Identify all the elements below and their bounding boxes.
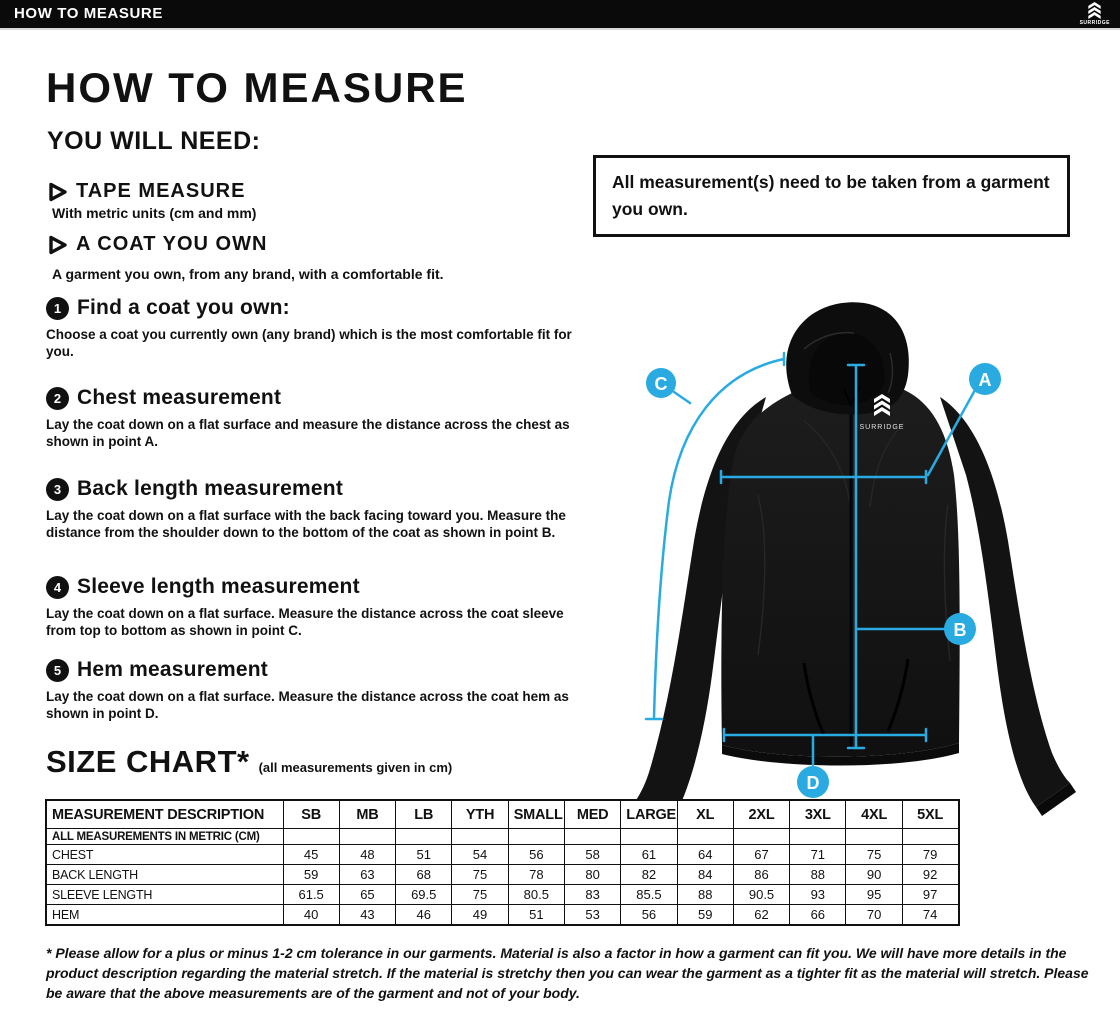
- you-will-need-heading: YOU WILL NEED:: [47, 127, 261, 155]
- measurement-value-cell: 70: [846, 905, 902, 926]
- step-description: Lay the coat down on a flat surface. Measure the distance across the coat hem as shown in point D.: [46, 689, 569, 721]
- svg-text:C: C: [654, 374, 668, 394]
- size-column-header: LARGE: [621, 800, 677, 829]
- size-chart-table: [45, 799, 960, 926]
- size-table-header-row: [46, 800, 959, 829]
- measurement-value-cell: 69.5: [396, 885, 452, 905]
- size-table-row: [46, 905, 959, 926]
- triangle-bullet-icon: [48, 182, 68, 202]
- measurement-value-cell: 49: [452, 905, 508, 926]
- size-column-header: 4XL: [846, 800, 902, 829]
- need-desc: A garment you own, from any brand, with a comfortable fit.: [52, 266, 444, 282]
- step-number-badge: 2: [46, 387, 69, 410]
- measurement-value-cell: 79: [902, 845, 958, 865]
- measurement-value-cell: 63: [339, 865, 395, 885]
- metric-note-cell: ALL MEASUREMENTS IN METRIC (CM): [46, 829, 283, 845]
- triangle-bullet-icon: [48, 235, 68, 255]
- measurement-value-cell: 97: [902, 885, 958, 905]
- svg-text:A: A: [978, 370, 992, 390]
- size-column-header: 5XL: [902, 800, 958, 829]
- step-title: Chest measurement: [77, 386, 282, 409]
- measurement-value-cell: 86: [733, 865, 789, 885]
- empty-cell: [621, 829, 677, 845]
- step-title: Sleeve length measurement: [77, 575, 360, 598]
- measurement-value-cell: 43: [339, 905, 395, 926]
- surridge-logo-icon: [1088, 2, 1101, 19]
- measurement-value-cell: 90: [846, 865, 902, 885]
- measurement-value-cell: 71: [790, 845, 846, 865]
- measurement-value-cell: 59: [283, 865, 339, 885]
- need-label: A COAT YOU OWN: [76, 233, 268, 255]
- surridge-logo-text: SURRIDGE: [1079, 20, 1110, 26]
- metric-note-row: [46, 829, 959, 845]
- step-title: Find a coat you own:: [77, 296, 290, 319]
- measurement-value-cell: 51: [508, 905, 564, 926]
- size-table-row: [46, 845, 959, 865]
- jacket-measurement-diagram: [608, 293, 1108, 828]
- step-title: Hem measurement: [77, 658, 268, 681]
- measurement-value-cell: 78: [508, 865, 564, 885]
- need-coat-you-own: [48, 233, 267, 256]
- svg-text:D: D: [806, 773, 820, 793]
- measurement-label-cell: CHEST: [46, 845, 283, 865]
- measurement-value-cell: 40: [283, 905, 339, 926]
- measurement-value-cell: 51: [396, 845, 452, 865]
- size-column-header: YTH: [452, 800, 508, 829]
- measurement-value-cell: 93: [790, 885, 846, 905]
- measurement-value-cell: 46: [396, 905, 452, 926]
- measurement-value-cell: 75: [452, 865, 508, 885]
- c-leader-line: [674, 392, 690, 403]
- measurement-value-cell: 54: [452, 845, 508, 865]
- measurement-value-cell: 82: [621, 865, 677, 885]
- step-4: [46, 575, 581, 639]
- step-1: [46, 296, 581, 360]
- measurement-label-cell: BACK LENGTH: [46, 865, 283, 885]
- size-table-row: [46, 885, 959, 905]
- empty-cell: [733, 829, 789, 845]
- empty-cell: [677, 829, 733, 845]
- size-column-header: 3XL: [790, 800, 846, 829]
- measurement-value-cell: 56: [508, 845, 564, 865]
- size-column-header: 2XL: [733, 800, 789, 829]
- empty-cell: [396, 829, 452, 845]
- measurement-value-cell: 95: [846, 885, 902, 905]
- step-description: Lay the coat down on a flat surface and measure the distance across the chest as shown in point A.: [46, 417, 570, 449]
- empty-cell: [339, 829, 395, 845]
- step-description: Choose a coat you currently own (any brand) which is the most comfortable fit for you.: [46, 327, 572, 359]
- step-2: [46, 386, 581, 450]
- jacket-brand-text: SURRIDGE: [859, 424, 905, 431]
- measurement-value-cell: 83: [564, 885, 620, 905]
- size-column-header: MED: [564, 800, 620, 829]
- need-label: TAPE MEASURE: [76, 180, 246, 202]
- need-desc: With metric units (cm and mm): [52, 205, 257, 221]
- measurement-value-cell: 59: [677, 905, 733, 926]
- measurement-value-cell: 48: [339, 845, 395, 865]
- jacket-body: [721, 379, 959, 757]
- measurement-callout-box: All measurement(s) need to be taken from a garment you own.: [593, 155, 1070, 237]
- top-bar: [0, 0, 1120, 30]
- empty-cell: [846, 829, 902, 845]
- size-chart-subtitle: (all measurements given in cm): [258, 760, 453, 775]
- step-5: [46, 658, 581, 722]
- svg-text:B: B: [953, 620, 967, 640]
- measurement-value-cell: 75: [846, 845, 902, 865]
- empty-cell: [564, 829, 620, 845]
- measurement-value-cell: 61: [621, 845, 677, 865]
- measurement-value-cell: 88: [677, 885, 733, 905]
- measurement-value-cell: 85.5: [621, 885, 677, 905]
- size-column-header: SB: [283, 800, 339, 829]
- measurement-value-cell: 88: [790, 865, 846, 885]
- empty-cell: [283, 829, 339, 845]
- measurement-value-cell: 80: [564, 865, 620, 885]
- measurement-value-cell: 56: [621, 905, 677, 926]
- size-table-row: [46, 865, 959, 885]
- measurement-label-cell: SLEEVE LENGTH: [46, 885, 283, 905]
- top-bar-title: HOW TO MEASURE: [14, 5, 163, 22]
- measurement-value-cell: 84: [677, 865, 733, 885]
- size-column-header: XL: [677, 800, 733, 829]
- step-description: Lay the coat down on a flat surface. Measure the distance across the coat sleeve from top to bottom as shown in point C.: [46, 606, 564, 638]
- measurement-value-cell: 67: [733, 845, 789, 865]
- size-column-header: MB: [339, 800, 395, 829]
- size-chart-title: SIZE CHART*: [46, 744, 250, 779]
- measurement-value-cell: 75: [452, 885, 508, 905]
- empty-cell: [902, 829, 958, 845]
- step-3: [46, 477, 581, 541]
- measurement-label-cell: HEM: [46, 905, 283, 926]
- measurement-value-cell: 80.5: [508, 885, 564, 905]
- surridge-logo: [1080, 2, 1110, 26]
- page-title: HOW TO MEASURE: [46, 64, 468, 111]
- step-title: Back length measurement: [77, 477, 344, 500]
- size-column-header: MEASUREMENT DESCRIPTION: [46, 800, 283, 829]
- step-number-badge: 1: [46, 297, 69, 320]
- measurement-value-cell: 68: [396, 865, 452, 885]
- step-number-badge: 5: [46, 659, 69, 682]
- step-description: Lay the coat down on a flat surface with the back facing toward you. Measure the distance from the shoulder down to the bottom of the coat as shown in point B.: [46, 508, 566, 540]
- measurement-value-cell: 66: [790, 905, 846, 926]
- empty-cell: [790, 829, 846, 845]
- size-chart-heading: [46, 744, 452, 780]
- measurement-value-cell: 45: [283, 845, 339, 865]
- measurement-value-cell: 61.5: [283, 885, 339, 905]
- tolerance-footnote: * Please allow for a plus or minus 1-2 cm tolerance in our garments. Material is also a factor in how a garment can fit you. We will have more details in the product description regarding the material stretch. If the material is stretchy then you can wear the garment as a tighter fit as the material will stretch. Please be aware that the above measurements are of the garment and not of your body.: [46, 945, 1089, 1001]
- need-tape-measure: [48, 180, 245, 203]
- measurement-value-cell: 62: [733, 905, 789, 926]
- measurement-value-cell: 53: [564, 905, 620, 926]
- empty-cell: [452, 829, 508, 845]
- measurement-value-cell: 65: [339, 885, 395, 905]
- size-column-header: SMALL: [508, 800, 564, 829]
- size-column-header: LB: [396, 800, 452, 829]
- measurement-value-cell: 92: [902, 865, 958, 885]
- measurement-value-cell: 74: [902, 905, 958, 926]
- measurement-value-cell: 90.5: [733, 885, 789, 905]
- empty-cell: [508, 829, 564, 845]
- step-number-badge: 3: [46, 478, 69, 501]
- step-number-badge: 4: [46, 576, 69, 599]
- measurement-value-cell: 58: [564, 845, 620, 865]
- measurement-value-cell: 64: [677, 845, 733, 865]
